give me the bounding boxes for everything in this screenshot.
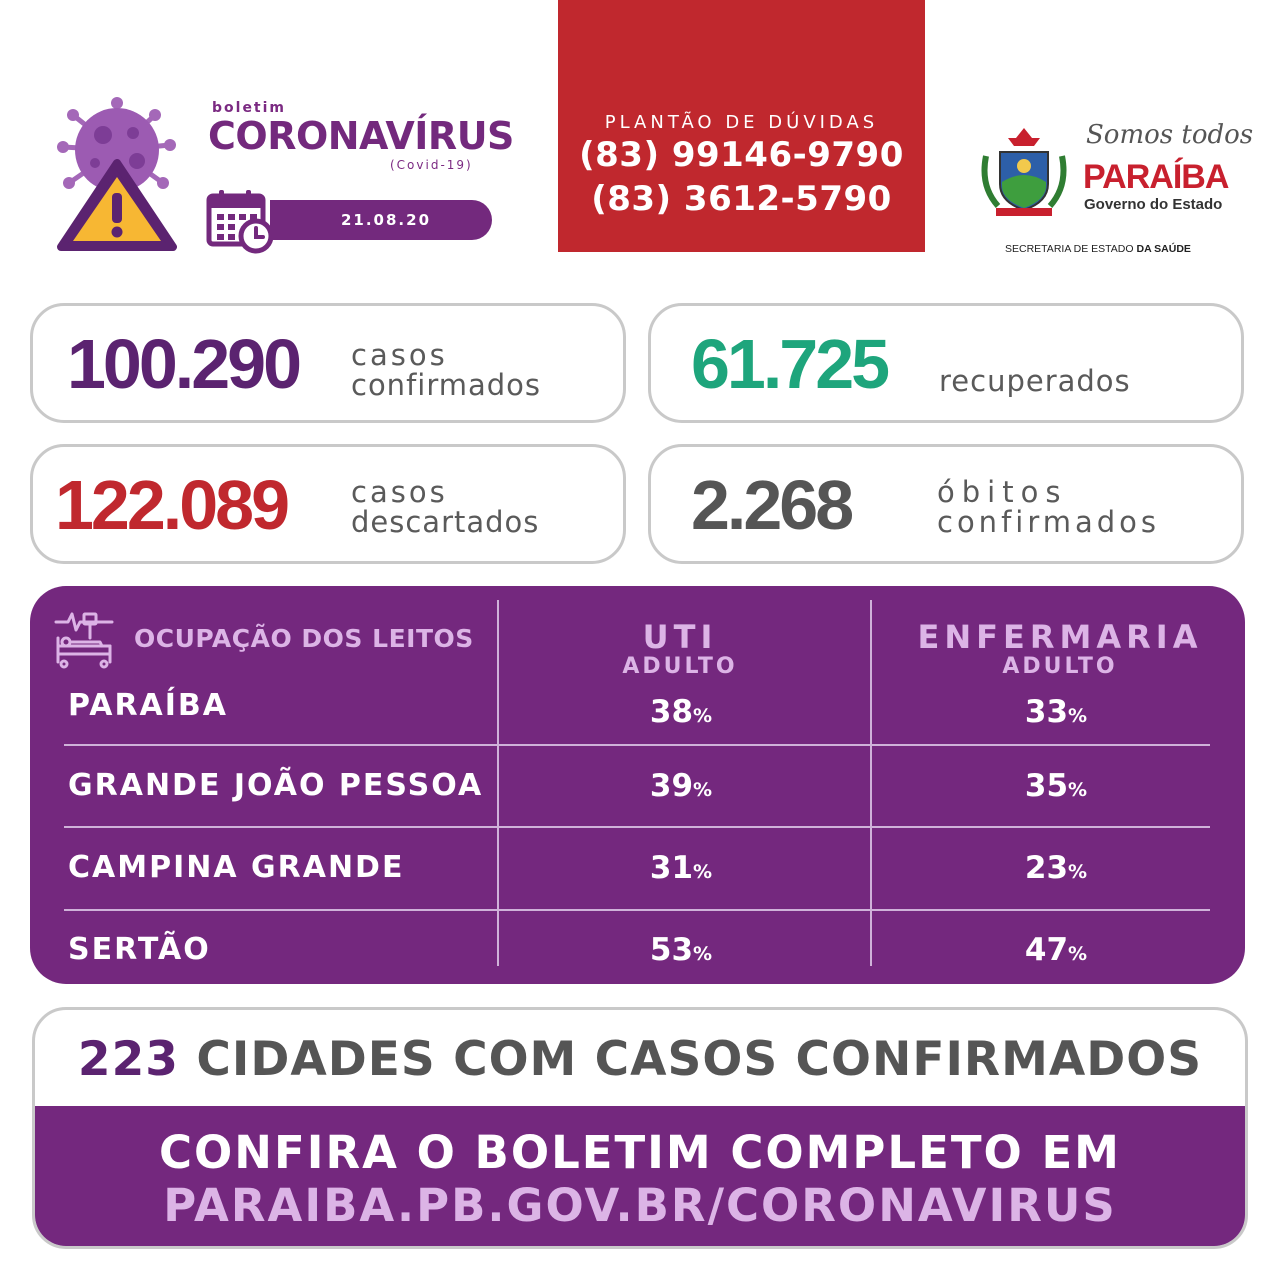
logo-tagline: Somos todos — [1086, 120, 1254, 150]
region-name: GRANDE JOÃO PESSOA — [68, 768, 484, 803]
bulletin-url[interactable]: PARAIBA.PB.GOV.BR/CORONAVIRUS — [163, 1179, 1117, 1232]
discarded-label-2: descartados — [351, 505, 540, 539]
covid-subtitle: (Covid-19) — [390, 158, 473, 172]
confirmed-card — [30, 303, 626, 423]
virus-warning-icon — [55, 95, 180, 255]
row-divider — [64, 744, 1210, 746]
logo-name: PARAÍBA — [1083, 158, 1229, 196]
boletim-label: boletim — [212, 100, 287, 116]
hotline-label: PLANTÃO DE DÚVIDAS — [604, 112, 879, 133]
date-badge: 21.08.20 — [270, 200, 492, 240]
deaths-value: 2.268 — [691, 466, 852, 544]
deaths-label-1: óbitos — [937, 475, 1068, 509]
hospital-bed-icon — [54, 612, 114, 670]
region-name: PARAÍBA — [68, 688, 229, 723]
hotline-phone-2: (83) 3612-5790 — [591, 179, 892, 219]
discarded-card — [30, 444, 626, 564]
page-title: CORONAVÍRUS — [208, 114, 514, 158]
clock-icon — [241, 221, 271, 251]
crest-icon — [978, 126, 1070, 222]
deaths-label-2: confirmados — [937, 505, 1161, 539]
footer-panel — [32, 1007, 1248, 1249]
logo-subtitle: Governo do Estado — [1084, 196, 1223, 213]
uti-value: 53% — [649, 932, 713, 968]
row-divider — [64, 826, 1210, 828]
recovered-card — [648, 303, 1244, 423]
column-header-name: UTI — [642, 618, 718, 656]
confirmed-label-2: confirmados — [351, 368, 542, 402]
secretaria-label: SECRETARIA DE ESTADO DA SAÚDE — [1005, 243, 1191, 255]
region-name: CAMPINA GRANDE — [68, 850, 405, 885]
column-header-enfermaria — [910, 620, 1210, 680]
enfermaria-value: 33% — [1024, 694, 1088, 730]
region-name: SERTÃO — [68, 932, 211, 967]
calendar-icon — [206, 188, 274, 254]
column-divider — [497, 600, 499, 966]
column-header-name: ENFERMARIA — [917, 618, 1203, 656]
bed-table-title: OCUPAÇÃO DOS LEITOS — [134, 624, 474, 653]
cities-text: CIDADES COM CASOS CONFIRMADOS — [196, 1032, 1203, 1087]
recovered-value: 61.725 — [691, 325, 888, 403]
confirmed-value: 100.290 — [67, 325, 300, 403]
column-header-uti — [580, 620, 780, 680]
hotline-panel — [558, 0, 925, 252]
enfermaria-value: 35% — [1024, 768, 1088, 804]
discarded-value: 122.089 — [55, 466, 288, 544]
hotline-phone-1: (83) 99146-9790 — [579, 135, 904, 175]
uti-value: 31% — [649, 850, 713, 886]
cities-count: 223 — [77, 1032, 180, 1087]
discarded-label-1: casos — [351, 475, 448, 509]
recovered-label: recuperados — [939, 364, 1131, 398]
column-divider — [870, 600, 872, 966]
confirmed-label-1: casos — [351, 338, 448, 372]
uti-value: 38% — [649, 694, 713, 730]
deaths-card — [648, 444, 1244, 564]
column-header-sub: ADULTO — [622, 654, 738, 679]
uti-value: 39% — [649, 768, 713, 804]
cta-text: CONFIRA O BOLETIM COMPLETO EM — [159, 1126, 1121, 1179]
enfermaria-value: 23% — [1024, 850, 1088, 886]
footer-cta — [35, 1106, 1245, 1249]
row-divider — [64, 909, 1210, 911]
cities-summary — [35, 1032, 1245, 1087]
column-header-sub: ADULTO — [1002, 654, 1118, 679]
enfermaria-value: 47% — [1024, 932, 1088, 968]
